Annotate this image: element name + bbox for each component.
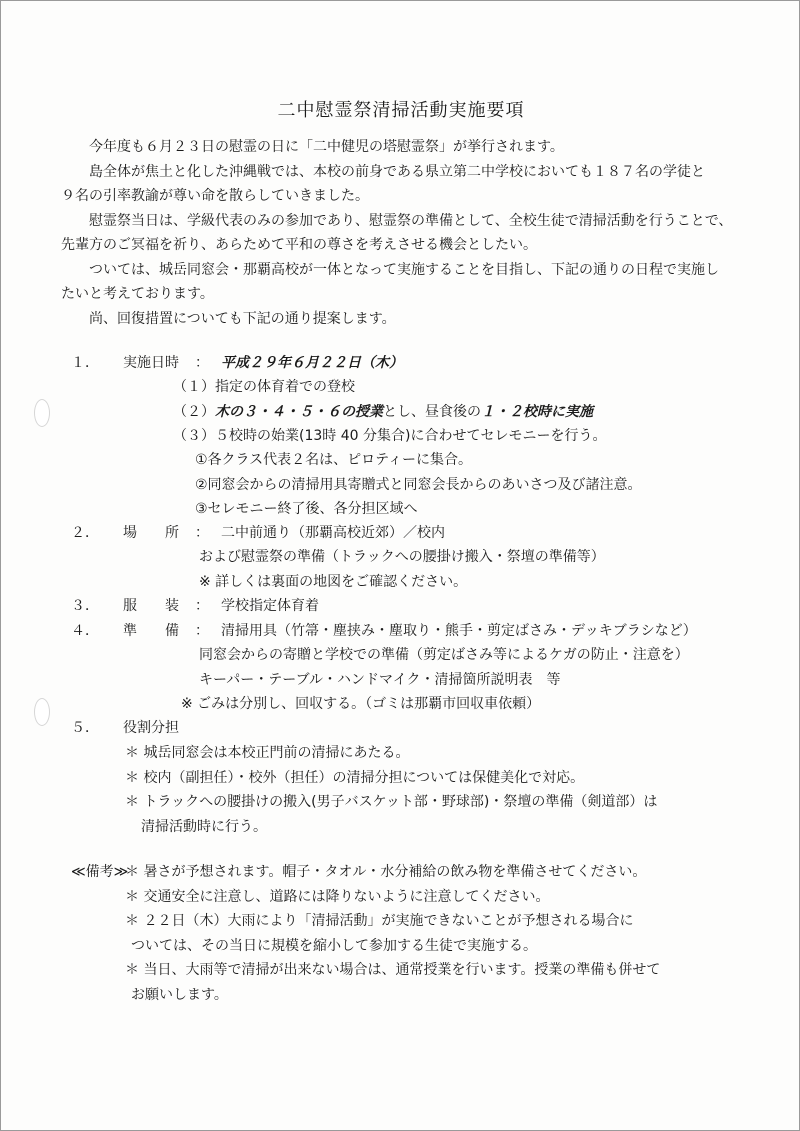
intro-line: たいと考えております。	[61, 286, 214, 302]
section-label: 準 備	[123, 623, 179, 639]
section-heading	[71, 594, 319, 619]
role-item: ＊ 城岳同窓会は本校正門前の清掃にあたる。	[125, 745, 410, 761]
role-item-continued: 清掃活動時に行う。	[141, 818, 267, 835]
section-colon: ：	[195, 355, 209, 371]
role-item: ＊ トラックへの腰掛けの搬入(男子バスケット部・野球部)・祭壇の準備（剣道部）は	[125, 794, 658, 810]
remarks-list	[125, 860, 660, 1007]
schedule-item	[173, 400, 606, 425]
location-note: ※ 詳しくは裏面の地図をご確認ください。	[199, 573, 468, 590]
punch-hole-top	[34, 399, 50, 427]
remark-item: ＊ 当日、大雨等で清掃が出来ない場合は、通常授業を行います。授業の準備も併せて	[125, 962, 661, 978]
section-number: ２．	[71, 525, 99, 541]
subitem: ③セレモニー終了後、各分担区域へ	[195, 501, 418, 517]
intro-line: 先輩方のご冥福を祈り、あらためて平和の尊さを考えさせる機会としたい。	[61, 237, 537, 253]
clothing-value: 学校指定体育着	[221, 598, 319, 614]
location-details	[199, 545, 605, 594]
preparation-note: ※ ごみは分別し、回収する。（ゴミは那覇市回収車依頼）	[181, 696, 541, 712]
section-colon: ：	[195, 623, 209, 639]
schedule-item: （３）５校時の始業(13時 40 分集合)に合わせてセレモニーを行う。	[173, 428, 607, 444]
section-number: ５．	[71, 720, 99, 736]
section-number: ４．	[71, 623, 99, 639]
section-label: 場 所	[123, 525, 179, 541]
schedule-items	[173, 375, 606, 449]
date-value: 平成２９年６月２２日（木）	[221, 355, 403, 371]
role-item: ＊ 校内（副担任）・校外（担任）の清掃分担については保健美化で対応。	[125, 769, 585, 786]
remark-item: ＊ ２２日（木）大雨により「清掃活動」が実施できないことが予想される場合に	[125, 913, 634, 929]
item-text: とし、昼食後の	[383, 403, 481, 420]
subitem: ②同窓会からの清掃用具寄贈式と同窓会長からのあいさつ及び諸注意。	[195, 476, 642, 493]
remarks-label: ≪備考≫	[71, 864, 129, 880]
section-label: 実施日時	[123, 355, 179, 371]
roles-list	[125, 741, 657, 839]
item-periods: １・２校時に実施	[481, 403, 593, 420]
schedule-item: （１）指定の体育着での登校	[173, 379, 355, 395]
section-colon: ：	[195, 525, 209, 541]
item-classes: 木の３・４・５・６の授業	[215, 403, 383, 420]
location-line: 二中前通り（那覇高校近郊）／校内	[221, 525, 445, 541]
remark-item: ＊ 交通安全に注意し、道路には降りないように注意してください。	[125, 888, 550, 905]
item-number: （２）	[173, 403, 215, 420]
preparation-details	[199, 643, 689, 692]
section-colon: ：	[195, 598, 209, 614]
location-line: および慰霊祭の準備（トラックへの腰掛け搬入・祭壇の準備等）	[199, 549, 605, 565]
section-heading	[71, 351, 403, 376]
remark-item-continued: ついては、その当日に規模を縮小して参加する生徒で実施する。	[131, 937, 537, 954]
intro-line: 今年度も６月２３日の慰霊の日に「二中健児の塔慰霊祭」が挙行されます。	[89, 139, 564, 155]
intro-line: ９名の引率教諭が尊い命を散らしていきました。	[61, 188, 369, 204]
remark-item-continued: お願いします。	[131, 986, 228, 1003]
section-clothing	[71, 594, 319, 619]
preparation-line: キーパー・テーブル・ハンドマイク・清掃箇所説明表 等	[199, 671, 561, 688]
document-title: 二中慰霊祭清掃活動実施要項	[277, 100, 525, 121]
preparation-line: 同窓会からの寄贈と学校での準備（剪定ばさみ等によるケガの防止・注意を）	[199, 647, 689, 663]
section-label: 役割分担	[123, 720, 179, 736]
intro-line: 島全体が焦土と化した沖縄戦では、本校の前身である県立第二中学校においても１８７名の学徒と	[89, 163, 705, 180]
section-roles	[71, 716, 179, 741]
section-preparation	[71, 619, 697, 644]
ceremony-subitems	[195, 448, 642, 522]
preparation-line: 清掃用具（竹箒・塵挟み・塵取り・熊手・剪定ばさみ・デッキブラシなど）	[221, 623, 697, 639]
intro-line: ついては、城岳同窓会・那覇高校が一体となって実施することを目指し、下記の通りの日程で実施し	[89, 261, 719, 278]
section-heading	[71, 619, 697, 644]
intro-line: 慰霊祭当日は、学級代表のみの参加であり、慰霊祭の準備として、全校生徒で清掃活動を行うことで、	[89, 212, 733, 229]
section-implementation-date	[71, 351, 403, 376]
section-heading	[71, 716, 179, 741]
punch-hole-bottom	[34, 698, 50, 726]
section-heading	[71, 521, 445, 546]
remark-item: ＊ 暑さが予想されます。帽子・タオル・水分補給の飲み物を準備させてください。	[125, 864, 647, 880]
section-number: ３．	[71, 598, 99, 614]
section-label: 服 装	[123, 598, 179, 614]
intro-paragraphs	[61, 135, 751, 331]
section-number: １．	[71, 355, 99, 371]
subitem: ①各クラス代表２名は、ピロティーに集合。	[195, 452, 473, 468]
section-location	[71, 521, 445, 546]
intro-line: 尚、回復措置についても下記の通り提案します。	[89, 310, 396, 327]
